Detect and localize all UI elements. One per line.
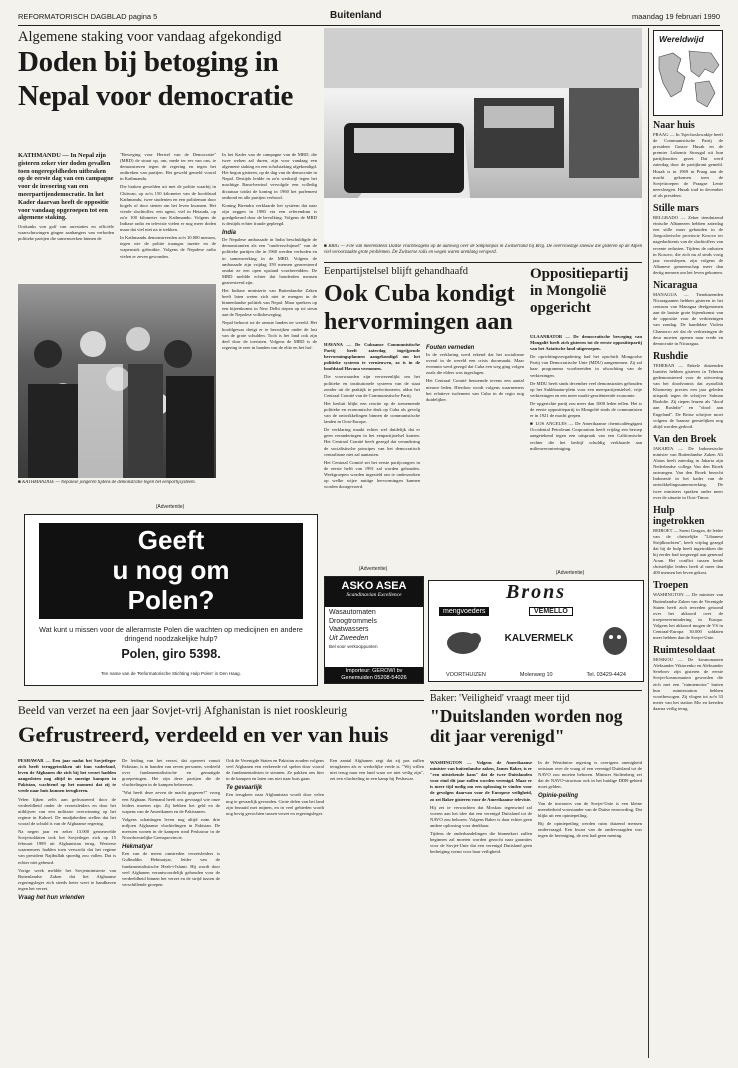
- wereldwijd-item-text: TEHERAN — Enkele duizenden Iraniërs hebben gisteren in Teheran gedemonstreerd voor de uitvoering van het doodvonnis dat ayatollah Khomeiny precies een jaar geleden uitsprak tegen de schrijver Salman Rushdie. Zij riepen leuzen als "dood aan Rushdie" en "dood aan Engeland". De Britse schrijver moet volgens de Iraanse geestelijken nog altijd worden gedood.: [653, 362, 723, 429]
- wereldwijd-box: [653, 30, 723, 116]
- afghan-headline: Gefrustreerd, verdeeld en ver van huis: [18, 722, 389, 747]
- nepal-p2: "Beweging voor Herstel van de Democratie" (MRD) de straat op, om, mede ter eer van ons, te demonstreren tegen de regering en tegen het ontbreken van partijen. Het geweld gemeld vooral in Kathmandu.: [120, 152, 216, 182]
- ad3-street: Molenweg 10: [519, 672, 553, 678]
- baker-headline: "Duitslanden worden nog dit jaar verenigd": [430, 706, 623, 746]
- wereldwijd-sidebar: [648, 28, 723, 1058]
- baker-p4: Van de inwoners van de Sovjet-Unie is een kleine meerderheid voorstander van de Duitse eenwording. Dat blijkt uit een opiniepeiling.: [538, 800, 642, 818]
- wereldwijd-item-head: Van den Broek: [653, 433, 717, 445]
- baker-lead: WASHINGTON — Volgens de Amerikaanse minister van buitenlandse zaken, James Baker, is er "een uitstekende kans" dat de twee Duitslanden voor eind dit jaar zullen worden verenigd. Maar er is meer tijd nodig om een oplossing te vinden voor de gevolgen daarvan voor de Europese veiligheid, zo zei Baker gisteren voor de Amerikaanse televisie.: [430, 760, 532, 802]
- baker-kicker: Baker: 'Veiligheid' vraagt meer tijd: [430, 693, 570, 704]
- ad3-contact: [429, 672, 643, 678]
- ad2-header: [325, 577, 423, 607]
- mongolie-la: ■ LOS ANGELES — De Amerikaanse chemicaliëngigant Occidental Petroleum Corporation heeft vrijdag een beroep aangetekend tegen een uitspraak van een Californische rechter die het bedrijf schuldig verklaarde aan milieuverontreiniging.: [530, 421, 642, 451]
- ad1-footer: Ten name van de 'Reformatorische Stichting Hulp Polen' in Den Haag.: [101, 671, 241, 676]
- wereldwijd-item-head: Nicaragua: [653, 279, 698, 291]
- nepal-sub-india: India: [222, 230, 237, 237]
- afghan-p2: Na negen jaar en zeker 13.000 gesneuvelde Sovjetsoldaten trok het Sovjetleger zich op 15 februari 1989 uit Afghanistan terug. Westerse waarnemers hadden toen verwacht dat het regime van president Najibullah spoedig zou vallen. Dat is echter niet gebeurd.: [18, 829, 116, 865]
- mongolie-col: [530, 334, 642, 570]
- ad2-p3: Vaatwassers: [329, 626, 369, 633]
- cuba-p2: Het besluit blijkt een reactie op de toenemende politieke en economische druk op Cuba als gevolg van de ontwikkelingen binnen de communistische landen in Oost-Europa.: [324, 400, 420, 425]
- cuba-p1: Die voorwaarden zijn verwezenlijkt om het politieke en institutionele systeem van de staat zonder uit de praktijk te perfectioneren, aldus het Centraal Comité van de Communistische Partij.: [324, 374, 420, 398]
- afghan-lead: PESHAWAR — Een jaar nadat het Sovjetleger zich heeft teruggetrokken uit hun vaderland, leven de Afghanen die zich bij het verzet hadden aangesloten nog altijd in smerige kampen in Pakistan, wachtend op het moment dat zij te vrede naar huis kunnen terugkeren.: [18, 758, 116, 794]
- afghan-p3: Vorige week meldde het Sovjetministerie van Buitenlandse Zaken dat het Afghaanse regeringsleger zich steeds beter weet te handhaven tegen het verzet.: [18, 867, 116, 891]
- nepal-p4: In Kathmandu demonstreerden zo'n 10.000 mensen, tegen wie de politie traangas inzette en de wapenstok gebruikte. Volgens de Nepalese radio vielen er zeven gewonden.: [120, 235, 216, 259]
- cuba-p6: Het Centraal Comité benoemde tevens een aantal nieuwe leden. Hierdoor wordt volgens waarnemers het relatieve isolement van Cuba in de regio nog duidelijker.: [426, 378, 524, 402]
- ad1-line1: Geeft: [137, 525, 205, 555]
- afghan-p10: Een aantal Afghanen zegt dat zij pas zullen terugkeren als er werkelijke vrede is. "Wij willen niet terug naar een land waar we niet veilig zijn", zei een vluchteling in een kamp bij Peshawar.: [330, 758, 424, 782]
- ad-asko[interactable]: [324, 576, 424, 684]
- mongolie-p3: De opgerichte partij zou meer dan 1000 leden tellen. Het is de eerste oppositiepartij in Mongolië sinds de communisten er in 1921 de macht grepen.: [530, 400, 642, 419]
- afghan-col-1: [18, 758, 116, 1058]
- ad2-address: Genemuiden 05208-54026: [341, 675, 407, 681]
- nepal-col-1: [18, 152, 114, 282]
- ad1-line3: Polen?: [127, 585, 215, 615]
- afghan-p8: Ook de Verenigde Staten en Pakistan zouden volgens veel Afghanen een verkeerde rol spelen door vooral de fundamentalisten te steunen. Ze pakken ons hier in de kampen en laten ons niet naar huis gaan.: [226, 758, 324, 782]
- cuba-col-1: [324, 342, 420, 564]
- afghan-p5: "Wat heeft deze zeven de macht gegeven?" vroeg een Afghaan. Niemand heeft ons gevraagd wie onze leiders moeten zijn. Zij hebben het geld en de wapens van de Amerikanen en de Pakistanen.: [122, 790, 220, 814]
- afghan-col-4: [330, 758, 424, 1058]
- mongolie-p1: De oprichtingsvergadering had het opschrift Mongoolse Partij van Democratische Unie (MDU) aangenomen. Zij zal haar programma voorbereiden in afwachting van de verkiezingen.: [530, 354, 642, 378]
- afghan-kicker: Beeld van verzet na een jaar Sovjet-vrij Afghanistan is niet rooskleurig: [18, 704, 348, 717]
- cuba-sub-fouten: Fouten verneden: [426, 345, 475, 351]
- afghan-sub2: Hekmatyar: [122, 844, 153, 851]
- ad2-importer: Importeur: GEROWI bv: [345, 668, 403, 674]
- nepal-p8: Het Indiase ministerie van Buitenlandse Zaken heeft laten weten zich niet te mengen in de binnenlandse politiek van Nepal. Maar sprekers op een bijeenkomst in New Delhi riepen op tot steun aan de Nepalese volksbeweging.: [222, 287, 317, 318]
- ad2-footer: [325, 667, 423, 683]
- baker-rule: [430, 690, 642, 691]
- wereldwijd-item-text: BELGRADO — Zeker tienduizend etnische Albanezen hebben zaterdag een stille mars gehouden in de Joegoslavische provincie Kosovo ter nagedachtenis van de slachtoffers van recente onlusten. Tijdens de onlusten in Kosovo, die zich nu al sinds vorig jaar voortslepen, zijn volgens de Albanese gemeenschap meer dan dertig mensen om het leven gekomen.: [653, 215, 723, 275]
- baker-p5: Bij de opiniepeiling werden ruim duizend mensen ondervraagd. Een kwart van de ondervraagden was tegen de hereniging, de rest had geen mening.: [538, 820, 642, 839]
- paper-name: REFORMATORISCH DAGBLAD pagina 5: [18, 12, 158, 21]
- nepal-lead: KATHMANDU — In Nepal zijn gisteren zeker vier doden gevallen toen ongeregeldheden uitbraken op de eerste dag van een campagne voor de invoering van een meerpartijendemocratie. In het Kader daarvan heeft de oppositie voor vandaag opgeroepen tot een algemene staking.: [18, 152, 114, 222]
- cuba-p3: De verklaring maakt echter wel duidelijk dat er geen veranderingen in het eenpartijstelsel komen. Het Centraal Comité heeft gezegd dat verandering de socialistische principes van het democratisch centralisme niet zal aantasten.: [324, 427, 420, 457]
- brig-photo-caption: ■ BRIG — File van meerendeels Duitse vrachtwagens op de autoweg over de Simplonpas in Zwitserland bij Brig. De overvloedige sneeuw die gisteren op de Alpen viel veroorzaakte grote problemen. De Zwitserse rails en wegen waren urenlang versperd.: [324, 244, 642, 255]
- ad2-label: (Advertentie): [358, 566, 388, 572]
- afghan-rule: [18, 700, 424, 701]
- mongolie-headline: Oppositiepartij in Mongolië opgericht: [530, 266, 629, 316]
- cuba-col-2: [426, 342, 524, 564]
- wereldwijd-item-head: Naar huis: [653, 120, 695, 131]
- ad1-black-block: [39, 523, 303, 619]
- ad3-town: VOORTHUIZEN: [445, 672, 486, 678]
- mongolie-p2: De MDU heeft sinds december veel demonstraties gehouden op het Sukhbaatar-plein voor een meerpartijenstelsel, vrije verkiezingen en een meer markt-georiënteerde economie.: [530, 380, 642, 398]
- ad2-p1: Wasautomaten: [329, 609, 376, 616]
- baker-p2: Tijdens de onderhandelingen die binnenkort zullen beginnen zal moeten worden gezocht naar garanties voor de Sovjet-Unie dat een verenigd Duitsland geen bedreiging vormt voor haar veiligheid.: [430, 831, 532, 855]
- brig-traffic-photo: [324, 28, 642, 242]
- ad2-tagline: Scandinavian Excellence: [346, 592, 402, 598]
- afghan-sub3: Te gevaarlijk: [226, 785, 263, 792]
- brig-rule: [324, 262, 642, 263]
- afghan-sub1: Vraag het hun vrienden: [18, 894, 85, 901]
- baker-col-2: [538, 760, 642, 1058]
- wereldwijd-item-head: Rushdie: [653, 350, 689, 362]
- ad3-sub1: mengvoeders: [439, 607, 489, 616]
- ad-brons[interactable]: [428, 580, 644, 682]
- nepal-p6: Koning Birendra verklaarde het systeem dat naar zijn zeggen in 1980 via een referendum is goedgekeurd door de bevolking. Volgens de MRD is destijds echter fraude gepleegd.: [222, 202, 317, 227]
- afghan-p4: De leiding van het verzet, dat opereert vanuit Pakistan, is in handen van zeven personen, verdeeld over fundamentalistische en gematigde groeperingen. Het zijn deze partijen die de vluchtelingen in de kampen beheersen.: [122, 758, 220, 788]
- nepal-kicker: Algemene staking voor vandaag afgekondigd: [18, 29, 282, 45]
- wereldwijd-item-head: Ruimtesoldaat: [653, 645, 716, 657]
- ad3-tel: Tel. 03429-4424: [586, 672, 626, 678]
- cuba-p4: Het Centraal Comité zei het eerste partijcongres in de eerste helft van 1991 zal worden gehouden. Werkgroepen worden ingesteld om te onderzoeken op welke wijze nuttige hervormingen kunnen worden doorgevoerd.: [324, 459, 420, 490]
- ad1-body: Wat kunt u missen voor de allerarmste Polen die wachten op medicijnen en andere dringend noodzakelijke hulp?: [39, 625, 303, 643]
- cuba-headline: Ook Cuba kondigt hervormingen aan: [324, 281, 515, 335]
- baker-p3: In de Westduitse regering is overigens onenigheid ontstaan over de vraag of een verenigd Duitsland tot de NAVO zou moeten behoren. Minister Stoltenberg zei dat de NAVO-structuur ook in het huidige DDR-gebied moet gelden.: [538, 760, 642, 790]
- wereldwijd-title: Wereldwijd: [659, 34, 704, 44]
- baker-sub1: Opinie-peiling: [538, 793, 578, 800]
- ad-polen[interactable]: [24, 514, 318, 686]
- nepal-p3: Die braken gewelden uit met de politie waarbij in Chitwan, op zo'n 150 kilometer van de hoofdstad Kathmandu, twee studenten en een politieman door kogels of door stenen om het leven kwamen. Het vierde slachtoffer, een agent, viel in Hetauda, op zo'n 100 kilometer van Kathmandu. Volgens de Indiase radio en televisie vielen er nog meer doden maar dat viel niet na te trekken.: [120, 184, 216, 233]
- ad3-brand: Brons: [505, 581, 567, 603]
- crowd-image: [18, 284, 216, 478]
- baker-p1: Hij zei te verwachten dat Moskou tegenwind zal voeren aan het idee dat een verenigd Duitsland tot de NAVO zou behoren. Volgens Baker is daar echter geen andere oplossing voor denkbaar.: [430, 804, 532, 828]
- nepal-photo-caption: ■ KATHMANDOE — Nepalese jongeren tijdens de demonstratie tegen het eenpartijsysteem.: [18, 480, 196, 485]
- wereldwijd-item-head: Troepen: [653, 580, 689, 592]
- nepal-col-2: [120, 152, 216, 284]
- section-name: Buitenland: [330, 10, 382, 21]
- wereldwijd-item-text: PRAAG — In Tsjechoslowakije heeft de Communistische Partij de president Gustav Husak en de premier Lubomir Strougal uit hun partijfuncties gezet. Dat werd zaterdag door de partijkrant gemeld. Husak is in 1969 in Praag aan de macht gekomen toen de Sovjettroepen de Praagse Lente neersloegen. Husak trad in december af als president.: [653, 132, 723, 198]
- ad1-line2: u nog om: [112, 555, 230, 585]
- wereldwijd-item-head: Stille mars: [653, 203, 699, 215]
- page-header: [18, 10, 720, 24]
- ad1-label: (Advertentie): [155, 504, 185, 510]
- afghan-col-2: [122, 758, 220, 1058]
- wereldwijd-item-text: MOSKOU — De kosmonauten Aleksander Viktorenko en Aleksander Serebrov zijn gisteren de eerste Sovjet-kosmonauten geworden die zich met een "ruimtemotor" buiten hun ruimtestation hebben voortbewogen. Zij vlogen tot zo'n 33 meter van het station Mir en keerden daarna veilig terug.: [653, 657, 723, 711]
- ad2-brand: ASKO ASEA: [341, 580, 407, 592]
- afghan-p6: Volgens schattingen leven nog altijd ruim drie miljoen Afghaanse vluchtelingen in Pakistan. De meesten wonen in de kampen rond Peshawar in de Noordwestelijke Grensprovincie.: [122, 816, 220, 841]
- afghan-p1: Velen lijken zelfs aan gefrustreerd door de verdeeldheid onder de verzetsleiders en door het uitblijven van een militaire overwinning op het regime in Kaboel. De mudjahedien stellen dat het vooral de schuld is van de Afghaanse regering.: [18, 796, 116, 826]
- afghan-p7: Een van de meest omstreden verzetsleiders is Gulbuddin Hekmatyar, leider van de fundamentalistische Hezb-i-Islami. Hij wordt door veel Afghanen verantwoordelijk gehouden voor de verdeeldheid binnen het verzet en de strijd tussen de verschillende groepen.: [122, 851, 220, 887]
- header-rule: [18, 25, 720, 26]
- nepal-p1: Ooskanks von golf van arrestaties en officiële waarschuwingen gingen aanhangers van verboden politieke partijen die samenwerken binnen de: [18, 224, 114, 242]
- nepal-p5: In het Kader van de campagne van de MRD, die twee weken zal duren, zijn voor vandaag een algemene staking en een scholstaking afgekondigd. Het begon gisteren, op de dag van de democratie in Nepal. Destijds leidde in zo'n werkstijl tegen het machtige Rana-bewind vervolgde een volledig dictatuur totdat de koning in 1960 het parlement ontbond en alle partijen verbood.: [222, 152, 317, 200]
- nepal-p7: De Nepalese ambassade in India beschuldigde de demonstranten als een "randverschijnsel" van de politieke partijen die in 1960 werden verboden en in samenwerking in de MRD. Volgens de ambassade zijn vrijdag 359 mensen gearresteerd omdat ze een open opstand voorbereidden. De MRD meldde echter dat honderden mensen gearresteerd zijn.: [222, 237, 317, 285]
- nepal-headline-text: Doden bij betoging in Nepal voor democratie: [18, 46, 294, 112]
- wereldwijd-item-text: WASHINGTON — De minister van Buitenlandse Zaken van de Verenigde Staten heeft zich tevreden getoond over het akkoord over de troepenvermindering in Europa. Volgens het akkoord mogen de VS in Centraal-Europa 30.000 soldaten meer hebben dan de Sovjet-Unie.: [653, 592, 723, 641]
- pig-icon: [443, 621, 483, 661]
- cuba-lead: HAVANA — De Cubaanse Communistische Partij heeft zaterdag ingrijpende hervormingsplannen aangekondigd om het politieke systeem te vernieuwen, zo is in de hoofdstad Havana vernomen.: [324, 342, 420, 372]
- ad3-sub3: KALVERMELK: [504, 633, 574, 644]
- cow-icon: [595, 619, 635, 659]
- wereldwijd-item-text: BEIROET — Soeni Geagea, de leider van de christelijke "Libanese Strijdkrachten", heeft vrijdag gezegd dat hij de hulp heeft ingetrokken die hij eerder had toegezegd aan generaal Aoun. Het conflict tussen beide christelijke leiders heeft al meer dan 400 mensen het leven gekost.: [653, 527, 723, 576]
- ad1-giro: Polen, giro 5398.: [121, 647, 221, 661]
- nepal-col-3: [222, 152, 317, 504]
- ad2-p5: Bel voor verkooppunten: [329, 644, 378, 649]
- afghan-p9: Een terugkeer naar Afghanistan wordt door velen nog te gevaarlijk gevonden. Grote delen van het land zijn bezaaid met mijnen, en in veel gebieden wordt nog hevig gevochten tussen verzet en regeringsleger.: [226, 792, 324, 816]
- ad2-p4: Uit Zweeden: [329, 634, 369, 642]
- mongolie-lead: ULAANBATOR — De democratische beweging van Mongolië heeft zich gisteren tot de eerste oppositiepartij van het Aziatische land uitgeroepen.: [530, 334, 642, 352]
- ad3-sub2: VEMELLO: [529, 607, 573, 616]
- wereldwijd-items: [649, 120, 723, 712]
- globe-icon: [655, 47, 723, 113]
- cuba-kicker: Eenpartijstelsel blijft gehandhaafd: [324, 266, 469, 277]
- nepal-demonstration-photo: [18, 284, 216, 478]
- snow-traffic-image: [324, 28, 642, 242]
- ad2-p2: Droogtrommels: [329, 617, 377, 625]
- wereldwijd-item-head: Hulp ingetrokken: [653, 504, 705, 527]
- wereldwijd-item-text: JAKARTA — De Indonesische minister van Buitenlandse Zaken Ali Alatas heeft zaterdag in Jakarta zijn Nederlandse collega Van den Broek ontvangen. Van den Broek bezocht Indonesië in het kader van de ontwikkelingssamenwerking. De twee ministers spraken onder meer over de situatie in Oost-Timor.: [653, 445, 723, 500]
- nepal-headline: [18, 45, 323, 155]
- afghan-col-3: [226, 758, 324, 1058]
- baker-col-1: [430, 760, 532, 1058]
- nepal-p9: Nepal behoort tot de armste landen ter wereld. Het hoofdgewas dreigt er te bezwijken onder de last van de grote schulden. Toch is het land ook zijn deel door de toeristen. Volgens de MRD is de regering te zeer in handen van de elite en het hof.: [222, 320, 317, 350]
- wereldwijd-item-text: MANAGUA — Tienduizenden Nicaraguanen hebben gisteren in het centrum van Managua deelgenomen aan de laatste grote bijeenkomst van de oppositie voor de verkiezingen van zondag. De kandidate Violeta Chamorro zei dat de verkiezingen de deur moeten openen naar vrede en democratie in Nicaragua.: [653, 291, 723, 346]
- ad3-label: (Advertentie): [555, 570, 585, 576]
- cuba-p5: In de verklaring werd erkend dat het socialisme overal in de wereld een crisis doormaakt. Maar evenmin werd gezegd dat Cuba een weg ging volgen zoals die elders was ingeslagen.: [426, 352, 524, 376]
- page-date: maandag 19 februari 1990: [632, 12, 720, 21]
